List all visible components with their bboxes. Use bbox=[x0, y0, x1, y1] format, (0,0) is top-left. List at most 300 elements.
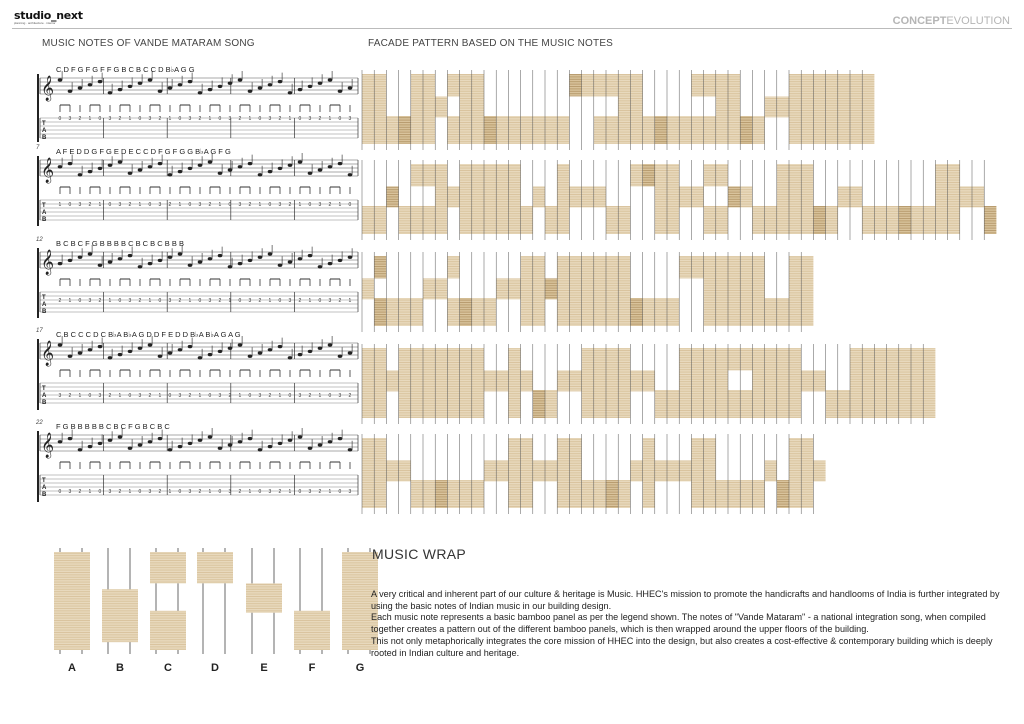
tab-number: 1 bbox=[288, 489, 292, 495]
tab-number: 0 bbox=[118, 298, 122, 304]
note-head bbox=[288, 439, 293, 442]
tab-number: 0 bbox=[288, 393, 292, 399]
tab-number: 2 bbox=[118, 116, 122, 122]
note-head bbox=[238, 343, 243, 346]
tab-number: 1 bbox=[348, 298, 352, 304]
note-head bbox=[138, 82, 143, 85]
bamboo-panel bbox=[435, 278, 447, 299]
bamboo-panel bbox=[582, 256, 594, 326]
bamboo-panel bbox=[496, 370, 508, 391]
note-head bbox=[238, 165, 243, 168]
tab-number: 3 bbox=[148, 116, 152, 122]
tab-number: 0 bbox=[168, 393, 172, 399]
bamboo-panel bbox=[569, 74, 581, 96]
logo-tagline: planning · architecture · interior bbox=[14, 21, 56, 25]
tab-number: 1 bbox=[168, 489, 172, 495]
note-head bbox=[278, 167, 283, 170]
tab-number: 0 bbox=[298, 489, 302, 495]
note-head bbox=[88, 445, 93, 448]
bamboo-panel bbox=[521, 438, 533, 508]
tab-number: 2 bbox=[278, 116, 282, 122]
facade-row bbox=[362, 434, 826, 514]
bamboo-panel bbox=[667, 116, 679, 144]
tab-number: 2 bbox=[78, 489, 82, 495]
tab-label: A bbox=[42, 485, 47, 491]
tab-number: 3 bbox=[268, 489, 272, 495]
bamboo-panel bbox=[447, 74, 459, 96]
tab-number: 2 bbox=[288, 202, 292, 208]
page-title bbox=[893, 15, 1010, 27]
bamboo-panel bbox=[460, 348, 472, 418]
legend-label-c: C bbox=[164, 662, 172, 674]
bamboo-panel bbox=[704, 116, 716, 144]
tab-number: 2 bbox=[238, 489, 242, 495]
bamboo-panel bbox=[533, 390, 545, 418]
tab-number: 3 bbox=[248, 298, 252, 304]
note-head bbox=[348, 86, 353, 89]
tab-number: 2 bbox=[108, 393, 112, 399]
note-head bbox=[238, 440, 243, 443]
tab-number: 2 bbox=[338, 298, 342, 304]
bamboo-panel bbox=[484, 164, 496, 234]
note-head bbox=[188, 345, 193, 348]
note-head bbox=[308, 172, 313, 175]
legend-panel-c bbox=[150, 548, 186, 654]
bamboo-panel bbox=[508, 438, 520, 508]
bamboo-panel bbox=[618, 206, 630, 234]
note-head bbox=[178, 445, 183, 448]
bamboo-panel bbox=[789, 74, 801, 144]
tab-number: 3 bbox=[68, 489, 72, 495]
note-head bbox=[98, 80, 103, 83]
bamboo-panel bbox=[521, 370, 533, 391]
note-head bbox=[238, 262, 243, 265]
note-head bbox=[148, 78, 153, 81]
note-head bbox=[268, 348, 273, 351]
legend-bamboo bbox=[246, 583, 282, 612]
bamboo-panel bbox=[618, 348, 630, 418]
note-head bbox=[338, 90, 343, 93]
bamboo-panel bbox=[740, 116, 752, 144]
bamboo-panel bbox=[630, 298, 642, 326]
music-wrap-title: MUSIC WRAP bbox=[372, 546, 466, 562]
tab-number: 1 bbox=[188, 298, 192, 304]
tab-number: 2 bbox=[248, 202, 252, 208]
bamboo-panel bbox=[582, 480, 594, 508]
bamboo-panel bbox=[716, 256, 728, 326]
tab-number: 3 bbox=[148, 489, 152, 495]
tab-number: 1 bbox=[58, 202, 62, 208]
tab-number: 3 bbox=[258, 393, 262, 399]
note-head bbox=[158, 90, 163, 93]
bamboo-panel bbox=[643, 438, 655, 508]
bamboo-panel bbox=[704, 206, 716, 234]
tab-number: 0 bbox=[78, 298, 82, 304]
note-head bbox=[128, 447, 133, 450]
note-head bbox=[128, 254, 133, 257]
bamboo-panel bbox=[752, 256, 764, 326]
tab-number: 1 bbox=[88, 116, 92, 122]
tab-label: A bbox=[42, 210, 47, 216]
note-head bbox=[168, 173, 173, 176]
bamboo-panel bbox=[813, 206, 825, 234]
bamboo-panel bbox=[838, 186, 850, 207]
bamboo-panel bbox=[386, 370, 398, 391]
bamboo-panel bbox=[423, 74, 435, 144]
bamboo-legend bbox=[30, 548, 370, 658]
bamboo-panel bbox=[411, 74, 423, 144]
bamboo-panel bbox=[411, 348, 423, 418]
bamboo-panel bbox=[911, 348, 923, 418]
tab-number: 0 bbox=[338, 489, 342, 495]
note-head bbox=[188, 167, 193, 170]
bamboo-panel bbox=[704, 256, 716, 326]
note-head bbox=[278, 442, 283, 445]
note-head bbox=[68, 437, 73, 440]
tab-number: 2 bbox=[298, 298, 302, 304]
bamboo-panel bbox=[521, 206, 533, 234]
bamboo-panel bbox=[374, 74, 386, 144]
bamboo-panel bbox=[704, 74, 716, 96]
legend-label-d: D bbox=[211, 662, 219, 674]
bamboo-panel bbox=[765, 298, 777, 326]
bamboo-panel bbox=[618, 74, 630, 144]
note-head bbox=[168, 351, 173, 354]
note-head bbox=[318, 82, 323, 85]
bamboo-panel bbox=[704, 164, 716, 186]
tab-number: 0 bbox=[258, 489, 262, 495]
note-head bbox=[348, 351, 353, 354]
bamboo-panel bbox=[508, 348, 520, 418]
bamboo-panel bbox=[472, 298, 484, 326]
chord-symbols: B C B C F G B B B B C B C B C B B B bbox=[56, 239, 184, 248]
bamboo-panel bbox=[447, 186, 459, 207]
bamboo-panel bbox=[899, 206, 911, 234]
tab-number: 0 bbox=[158, 298, 162, 304]
note-head bbox=[328, 262, 333, 265]
note-head bbox=[348, 256, 353, 259]
bamboo-panel bbox=[813, 460, 825, 481]
note-head bbox=[188, 80, 193, 83]
description bbox=[371, 589, 1016, 659]
legend-bamboo bbox=[197, 552, 233, 583]
tab-number: 0 bbox=[88, 393, 92, 399]
tab-number: 1 bbox=[248, 116, 252, 122]
bamboo-panel bbox=[447, 298, 459, 326]
bamboo-panel bbox=[533, 116, 545, 144]
tab-number: 3 bbox=[288, 298, 292, 304]
note-head bbox=[338, 437, 343, 440]
note-head bbox=[318, 347, 323, 350]
bamboo-panel bbox=[386, 186, 398, 207]
note-head bbox=[218, 447, 223, 450]
tab-number: 2 bbox=[218, 298, 222, 304]
bamboo-panel bbox=[606, 116, 618, 144]
note-head bbox=[278, 264, 283, 267]
tab-number: 0 bbox=[268, 202, 272, 208]
bamboo-panel bbox=[606, 348, 618, 418]
tab-number: 0 bbox=[338, 116, 342, 122]
bamboo-panel bbox=[569, 256, 581, 326]
tab-number: 3 bbox=[68, 116, 72, 122]
note-head bbox=[338, 162, 343, 165]
note-head bbox=[88, 348, 93, 351]
bamboo-panel bbox=[399, 348, 411, 418]
note-head bbox=[88, 170, 93, 173]
tab-number: 1 bbox=[108, 298, 112, 304]
bamboo-panel bbox=[862, 348, 874, 418]
tab-number: 2 bbox=[328, 202, 332, 208]
bamboo-panel bbox=[923, 348, 935, 418]
legend-label-f: F bbox=[308, 662, 316, 674]
bamboo-panel bbox=[447, 348, 459, 418]
page-title-bold: CONCEPT bbox=[892, 15, 947, 27]
note-head bbox=[218, 85, 223, 88]
note-head bbox=[108, 260, 113, 263]
note-head bbox=[228, 82, 233, 85]
tab-number: 0 bbox=[138, 116, 142, 122]
note-head bbox=[78, 256, 83, 259]
tab-number: 1 bbox=[168, 116, 172, 122]
bamboo-panel bbox=[399, 460, 411, 481]
legend-bamboo bbox=[102, 589, 138, 642]
note-head bbox=[278, 345, 283, 348]
tab-number: 1 bbox=[298, 202, 302, 208]
bamboo-panel bbox=[765, 348, 777, 418]
note-head bbox=[58, 165, 63, 168]
note-head bbox=[328, 343, 333, 346]
bamboo-panel bbox=[716, 206, 728, 234]
tab-number: 1 bbox=[128, 489, 132, 495]
chord-symbols: C B C C C D C B♭A B♭A G D D F E D D B♭A B♭A G A G bbox=[56, 330, 241, 339]
tab-number: 0 bbox=[148, 202, 152, 208]
bamboo-panel bbox=[765, 206, 777, 234]
tab-number: 0 bbox=[278, 298, 282, 304]
note-head bbox=[328, 440, 333, 443]
bamboo-panel bbox=[447, 116, 459, 144]
tab-number: 1 bbox=[328, 116, 332, 122]
note-head bbox=[208, 257, 213, 260]
score-row bbox=[36, 145, 358, 226]
tab-number: 0 bbox=[298, 116, 302, 122]
treble-clef-icon: 𝄞 bbox=[41, 250, 55, 275]
bamboo-panel bbox=[887, 348, 899, 418]
bamboo-panel bbox=[374, 298, 386, 326]
note-head bbox=[128, 172, 133, 175]
bamboo-panel bbox=[789, 348, 801, 418]
bamboo-panel bbox=[862, 74, 874, 144]
legend-bamboo bbox=[54, 552, 90, 650]
bamboo-panel bbox=[557, 256, 569, 326]
bamboo-panel bbox=[655, 390, 667, 418]
bamboo-panel bbox=[777, 480, 789, 508]
bamboo-panel bbox=[630, 460, 642, 481]
bamboo-panel bbox=[691, 74, 703, 96]
music-score bbox=[34, 50, 364, 520]
tab-number: 3 bbox=[268, 116, 272, 122]
note-head bbox=[58, 440, 63, 443]
chord-symbols: F G B B B B B C B C F G B C B C bbox=[56, 422, 170, 431]
bamboo-panel bbox=[728, 480, 740, 508]
bamboo-panel bbox=[679, 256, 691, 278]
studio-logo: studio_next bbox=[14, 9, 83, 22]
bamboo-panel bbox=[813, 370, 825, 391]
note-head bbox=[258, 448, 263, 451]
bamboo-panel bbox=[960, 186, 972, 207]
bamboo-panel bbox=[569, 438, 581, 508]
bamboo-panel bbox=[643, 164, 655, 186]
note-head bbox=[118, 160, 123, 163]
bamboo-panel bbox=[728, 390, 740, 418]
note-head bbox=[148, 262, 153, 265]
treble-clef-icon: 𝄞 bbox=[41, 158, 55, 183]
note-head bbox=[288, 164, 293, 167]
bamboo-panel bbox=[435, 96, 447, 117]
note-head bbox=[118, 435, 123, 438]
bamboo-panel bbox=[826, 390, 838, 418]
tab-number: 2 bbox=[158, 116, 162, 122]
tab-label: B bbox=[42, 492, 47, 498]
note-head bbox=[248, 259, 253, 262]
tab-number: 0 bbox=[108, 202, 112, 208]
tab-number: 1 bbox=[318, 393, 322, 399]
bamboo-panel bbox=[728, 256, 740, 326]
note-head bbox=[218, 350, 223, 353]
bamboo-panel bbox=[557, 164, 569, 234]
tab-number: 1 bbox=[208, 489, 212, 495]
tab-number: 3 bbox=[228, 489, 232, 495]
tab-number: 0 bbox=[258, 116, 262, 122]
tab-number: 2 bbox=[308, 393, 312, 399]
note-head bbox=[78, 173, 83, 176]
note-head bbox=[148, 440, 153, 443]
tab-number: 3 bbox=[218, 393, 222, 399]
bamboo-panel bbox=[838, 390, 850, 418]
tab-number: 3 bbox=[278, 202, 282, 208]
bamboo-panel bbox=[862, 206, 874, 234]
treble-clef-icon: 𝄞 bbox=[41, 341, 55, 366]
bamboo-panel bbox=[630, 164, 642, 186]
tab-number: 3 bbox=[338, 393, 342, 399]
bamboo-panel bbox=[569, 186, 581, 207]
bamboo-panel bbox=[386, 460, 398, 481]
bamboo-panel bbox=[935, 164, 947, 234]
note-head bbox=[138, 168, 143, 171]
tab-number: 1 bbox=[268, 298, 272, 304]
note-head bbox=[188, 442, 193, 445]
tab-number: 2 bbox=[148, 393, 152, 399]
bamboo-panel bbox=[801, 74, 813, 144]
bamboo-panel bbox=[801, 370, 813, 391]
bamboo-panel bbox=[679, 186, 691, 207]
bamboo-panel bbox=[594, 348, 606, 418]
tab-number: 1 bbox=[158, 393, 162, 399]
description-paragraph: This not only metaphorically integrates the core mission of HHEC into the design, but also creates a cost-effective & contemporary building which is deeply rooted in Indian culture and heritage. bbox=[371, 635, 993, 658]
bamboo-panel bbox=[606, 480, 618, 508]
note-head bbox=[258, 351, 263, 354]
bamboo-panel bbox=[826, 206, 838, 234]
note-head bbox=[218, 172, 223, 175]
tab-number: 2 bbox=[268, 393, 272, 399]
note-head bbox=[58, 262, 63, 265]
note-head bbox=[228, 443, 233, 446]
bamboo-panel bbox=[789, 256, 801, 326]
bamboo-panel bbox=[777, 348, 789, 418]
tab-number: 1 bbox=[178, 202, 182, 208]
tab-number: 3 bbox=[328, 298, 332, 304]
chord-symbols: C D F G F G F F G B C B C C D B♭A G G bbox=[56, 65, 195, 74]
bamboo-panel bbox=[752, 116, 764, 144]
bamboo-panel bbox=[582, 348, 594, 418]
tab-number: 2 bbox=[318, 116, 322, 122]
facade-row bbox=[362, 160, 996, 240]
note-head bbox=[88, 252, 93, 255]
measure-number: 12 bbox=[36, 237, 43, 243]
facade-pattern bbox=[360, 50, 1020, 520]
bamboo-panel bbox=[752, 480, 764, 508]
bamboo-panel bbox=[447, 256, 459, 278]
bamboo-panel bbox=[472, 74, 484, 144]
bamboo-panel bbox=[508, 278, 520, 299]
tab-number: 1 bbox=[118, 393, 122, 399]
treble-clef-icon: 𝄞 bbox=[41, 433, 55, 458]
bamboo-panel bbox=[923, 206, 935, 234]
tab-label: B bbox=[42, 400, 47, 406]
tab-label: B bbox=[42, 135, 47, 141]
bamboo-panel bbox=[594, 186, 606, 207]
tab-number: 1 bbox=[308, 298, 312, 304]
bamboo-panel bbox=[484, 460, 496, 481]
bamboo-panel bbox=[582, 186, 594, 207]
bamboo-panel bbox=[411, 298, 423, 326]
tab-number: 0 bbox=[178, 116, 182, 122]
tab-number: 3 bbox=[138, 393, 142, 399]
bamboo-panel bbox=[789, 438, 801, 508]
bamboo-panel bbox=[423, 278, 435, 299]
note-head bbox=[288, 356, 293, 359]
bamboo-panel bbox=[777, 96, 789, 117]
note-head bbox=[178, 83, 183, 86]
bamboo-panel bbox=[582, 74, 594, 96]
tab-number: 1 bbox=[228, 298, 232, 304]
facade-row bbox=[362, 344, 935, 424]
tab-number: 2 bbox=[98, 298, 102, 304]
bamboo-panel bbox=[496, 278, 508, 299]
note-head bbox=[348, 173, 353, 176]
note-head bbox=[198, 91, 203, 94]
tab-label: B bbox=[42, 309, 47, 315]
tab-number: 0 bbox=[238, 298, 242, 304]
note-head bbox=[158, 162, 163, 165]
tab-number: 2 bbox=[188, 393, 192, 399]
note-head bbox=[248, 90, 253, 93]
tab-number: 3 bbox=[318, 202, 322, 208]
bamboo-panel bbox=[850, 348, 862, 418]
bamboo-panel bbox=[362, 206, 374, 234]
bamboo-panel bbox=[533, 460, 545, 481]
bamboo-panel bbox=[972, 186, 984, 207]
note-head bbox=[268, 170, 273, 173]
bamboo-panel bbox=[496, 164, 508, 234]
bamboo-panel bbox=[435, 164, 447, 234]
note-head bbox=[128, 350, 133, 353]
header-divider bbox=[12, 28, 1012, 29]
bamboo-panel bbox=[411, 164, 423, 186]
note-head bbox=[108, 164, 113, 167]
bamboo-panel bbox=[740, 390, 752, 418]
tab-number: 0 bbox=[248, 393, 252, 399]
bamboo-panel bbox=[594, 256, 606, 326]
